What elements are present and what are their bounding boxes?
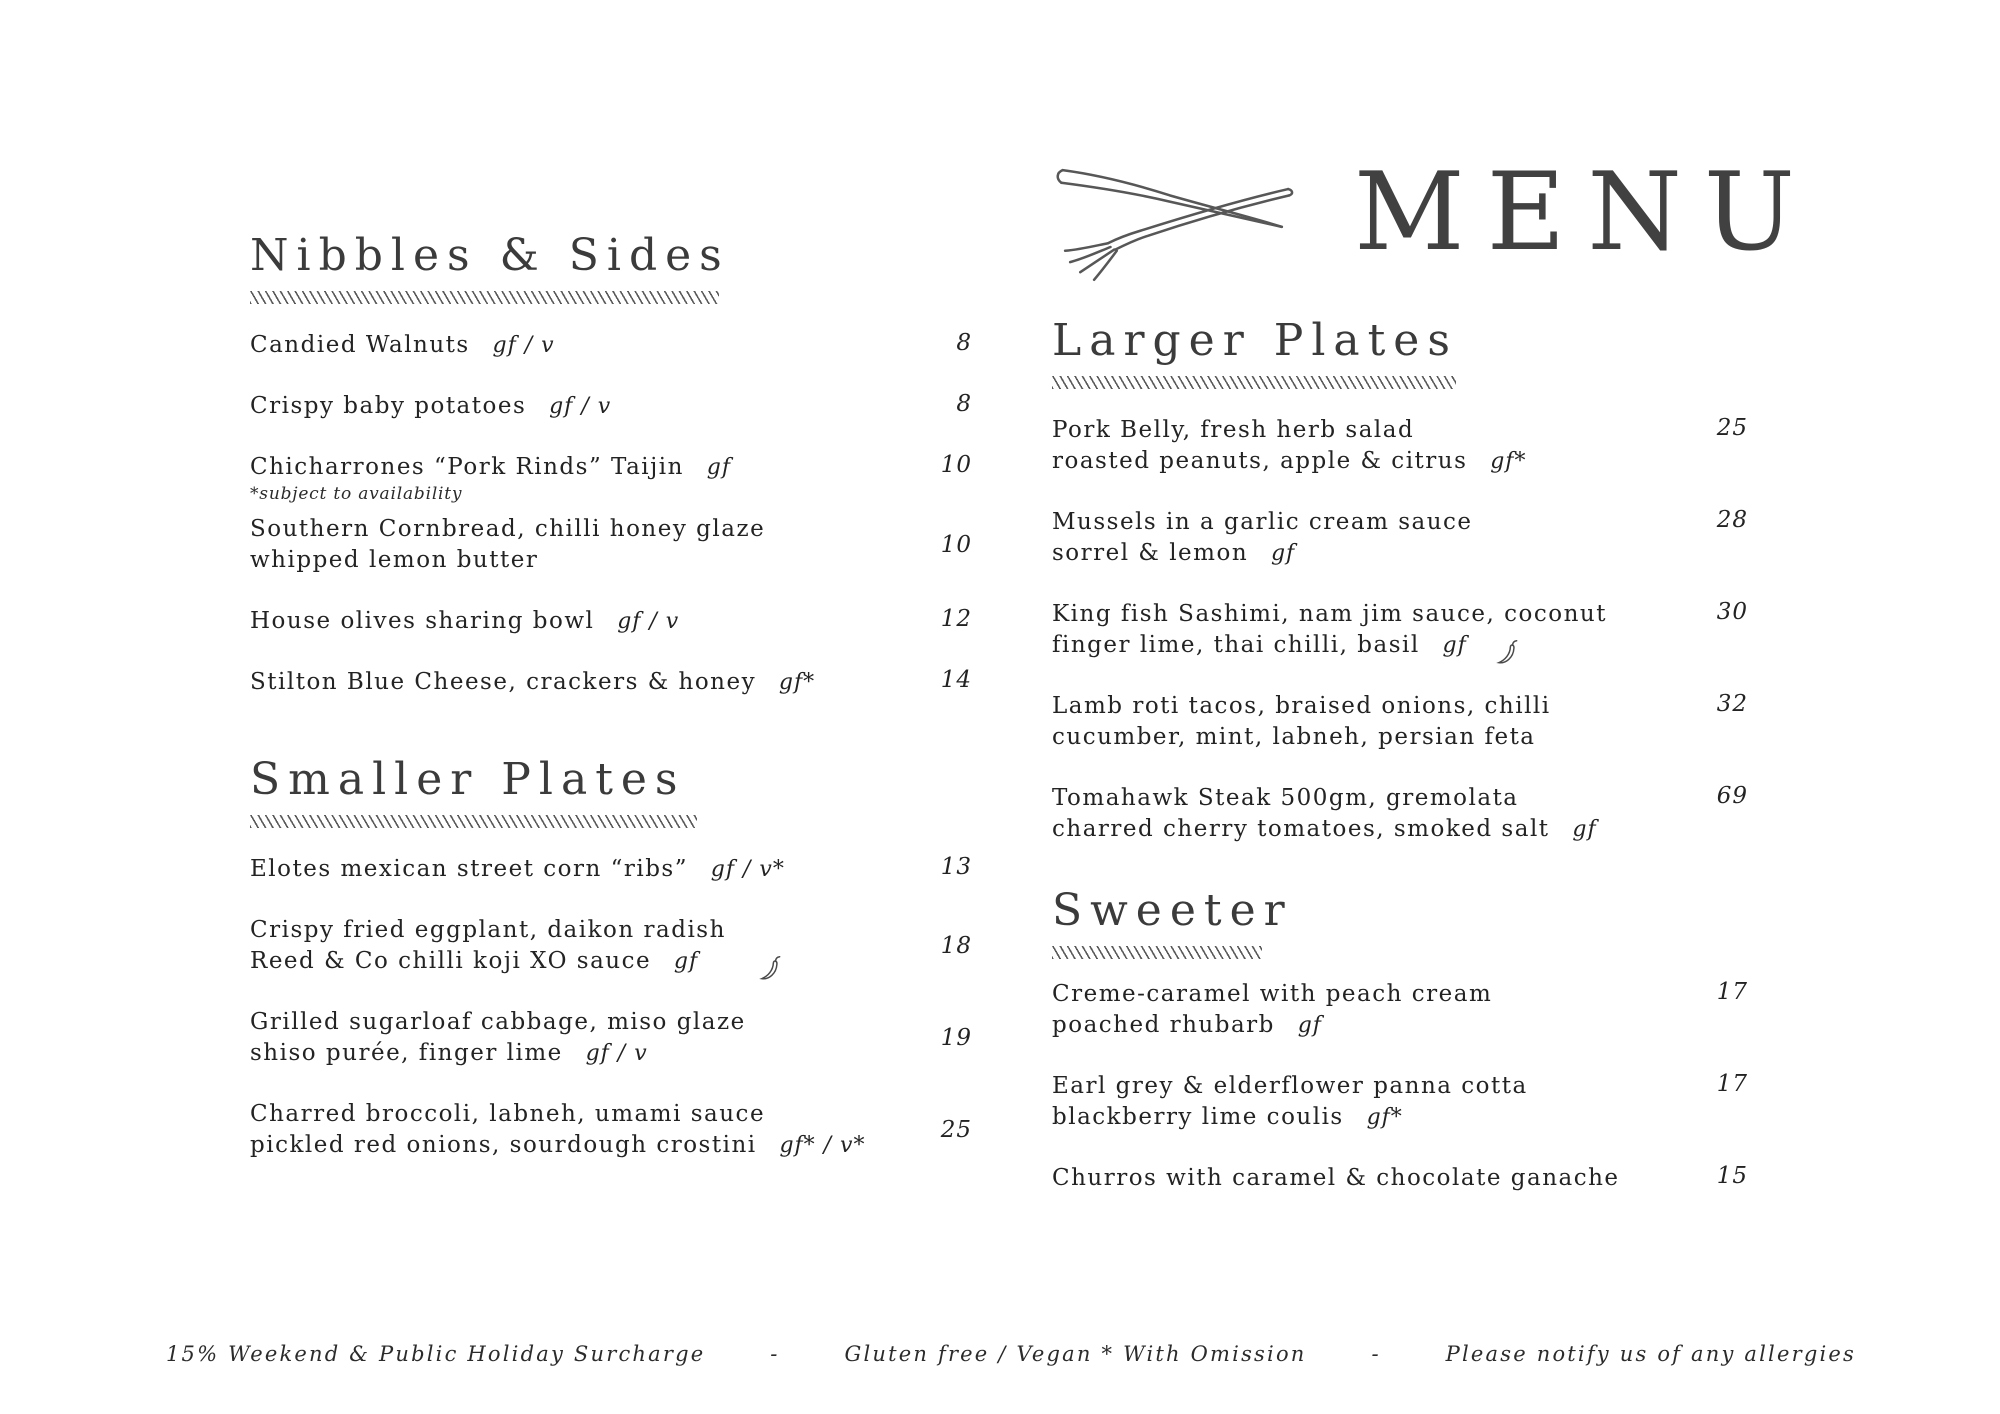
dietary-tags: gf* xyxy=(778,669,816,695)
item-name: Crispy baby potatoes xyxy=(250,392,527,419)
item-name-line2: roasted peanuts, apple & citrus xyxy=(1052,447,1468,474)
item-price: 25 xyxy=(940,1116,972,1143)
menu-item xyxy=(250,1099,972,1161)
item-name-line2: pickled red onions, sourdough crostini xyxy=(250,1131,757,1158)
section-title: Smaller Plates xyxy=(250,753,686,805)
item-name-line2: charred cherry tomatoes, smoked salt xyxy=(1052,815,1550,842)
item-price: 10 xyxy=(940,451,972,478)
item-price: 15 xyxy=(1716,1162,1748,1189)
item-list xyxy=(250,854,972,1161)
item-price: 17 xyxy=(1716,1070,1748,1097)
item-name-line2: sorrel & lemon xyxy=(1052,539,1249,566)
menu-item xyxy=(1052,1163,1748,1194)
menu-item xyxy=(1052,783,1748,845)
chilli-icon xyxy=(753,952,787,986)
dietary-tags: gf* / v* xyxy=(779,1132,866,1158)
section-title: Sweeter xyxy=(1052,884,1293,936)
surcharge-note: 15% Weekend & Public Holiday Surcharge xyxy=(166,1342,706,1366)
dietary-tags: gf* xyxy=(1490,448,1527,474)
dietary-tags: gf / v xyxy=(585,1040,648,1066)
dietary-tags: gf xyxy=(706,454,731,480)
item-name: Charred broccoli, labneh, umami sauce xyxy=(250,1100,766,1127)
page-title: MENU xyxy=(1354,150,1817,275)
item-name-line2: Reed & Co chilli koji XO sauce xyxy=(250,947,652,974)
item-price: 13 xyxy=(940,853,972,880)
item-price: 12 xyxy=(940,605,972,632)
item-name: Southern Cornbread, chilli honey glaze xyxy=(250,515,766,542)
menu-item xyxy=(250,452,972,505)
item-price: 8 xyxy=(956,390,972,417)
squiggle-divider xyxy=(250,815,697,828)
item-name-line2: finger lime, thai chilli, basil xyxy=(1052,631,1420,658)
item-list xyxy=(1052,979,1748,1194)
dietary-tags: gf xyxy=(1297,1012,1322,1038)
availability-note: *subject to availability xyxy=(250,483,463,504)
dietary-tags: gf xyxy=(1572,816,1597,842)
menu-item xyxy=(1052,691,1748,753)
dietary-tags: gf* xyxy=(1366,1104,1403,1130)
item-price: 32 xyxy=(1716,690,1748,717)
item-name: Tomahawk Steak 500gm, gremolata xyxy=(1052,784,1519,811)
footer-separator: - xyxy=(770,1342,780,1366)
squiggle-divider xyxy=(1052,946,1262,959)
item-name: Grilled sugarloaf cabbage, miso glaze xyxy=(250,1008,746,1035)
crossed-knife-fork-icon xyxy=(1050,150,1302,276)
item-name: Chicharrones “Pork Rinds” Taijin xyxy=(250,453,684,480)
item-price: 10 xyxy=(940,531,972,558)
item-price: 14 xyxy=(940,666,972,693)
item-name-line2: whipped lemon butter xyxy=(250,546,539,573)
squiggle-divider xyxy=(250,291,719,304)
dietary-tags: gf xyxy=(673,948,699,974)
item-price: 8 xyxy=(956,329,972,356)
dietary-tags: gf / v xyxy=(549,393,612,419)
menu-item xyxy=(250,514,972,576)
section-title: Larger Plates xyxy=(1052,315,1458,366)
item-price: 17 xyxy=(1716,978,1748,1005)
item-list xyxy=(250,330,972,698)
menu-item xyxy=(1052,979,1748,1041)
item-price: 19 xyxy=(940,1024,972,1051)
item-price: 28 xyxy=(1716,506,1748,533)
menu-item xyxy=(250,854,972,885)
dietary-tags: gf xyxy=(1270,540,1296,566)
item-name: Elotes mexican street corn “ribs” xyxy=(250,855,688,882)
menu-item xyxy=(250,330,972,361)
section-title: Nibbles & Sides xyxy=(250,230,730,281)
chilli-icon xyxy=(1490,636,1524,670)
item-name: Churros with caramel & chocolate ganache xyxy=(1052,1164,1620,1191)
item-name: Pork Belly, fresh herb salad xyxy=(1052,416,1415,443)
item-name: King fish Sashimi, nam jim sauce, coconut xyxy=(1052,600,1607,627)
dietary-tags: gf / v xyxy=(617,608,680,634)
brand-header xyxy=(1050,150,1817,276)
right-column xyxy=(1052,315,1748,1224)
item-name: House olives sharing bowl xyxy=(250,607,595,634)
item-price: 18 xyxy=(940,932,972,959)
section-sweeter xyxy=(1052,885,1748,1194)
footer-notes xyxy=(166,1342,1856,1366)
menu-item xyxy=(1052,507,1748,569)
menu-item xyxy=(1052,415,1748,477)
item-name: Earl grey & elderflower panna cotta xyxy=(1052,1072,1528,1099)
item-name: Crispy fried eggplant, daikon radish xyxy=(250,916,726,943)
dietary-note: Gluten free / Vegan * With Omission xyxy=(844,1342,1307,1366)
dietary-tags: gf / v xyxy=(492,332,555,358)
item-list xyxy=(1052,415,1748,845)
item-name-line2: blackberry lime coulis xyxy=(1052,1103,1344,1130)
item-name: Candied Walnuts xyxy=(250,331,470,358)
item-name: Mussels in a garlic cream sauce xyxy=(1052,508,1473,535)
footer-separator: - xyxy=(1371,1342,1381,1366)
left-column xyxy=(250,230,972,1191)
item-price: 30 xyxy=(1716,598,1748,625)
menu-item xyxy=(1052,599,1748,661)
item-name: Creme-caramel with peach cream xyxy=(1052,980,1493,1007)
menu-item xyxy=(250,1007,972,1069)
menu-item xyxy=(250,667,972,698)
section-smaller-plates xyxy=(250,754,972,1161)
item-name: Lamb roti tacos, braised onions, chilli xyxy=(1052,692,1551,719)
dietary-tags: gf / v* xyxy=(710,856,785,882)
section-larger-plates xyxy=(1052,315,1748,845)
dietary-tags: gf xyxy=(1442,632,1467,658)
item-name-line2: poached rhubarb xyxy=(1052,1011,1275,1038)
section-nibbles-and-sides xyxy=(250,230,972,698)
item-name: Stilton Blue Cheese, crackers & honey xyxy=(250,668,757,695)
menu-item xyxy=(1052,1071,1748,1133)
menu-item xyxy=(250,915,972,977)
item-name-line2: cucumber, mint, labneh, persian feta xyxy=(1052,723,1536,750)
item-name-line2: shiso purée, finger lime xyxy=(250,1039,563,1066)
menu-item xyxy=(250,391,972,422)
allergy-note: Please notify us of any allergies xyxy=(1445,1342,1856,1366)
item-price: 69 xyxy=(1716,782,1748,809)
menu-item xyxy=(250,606,972,637)
squiggle-divider xyxy=(1052,376,1456,389)
item-price: 25 xyxy=(1716,414,1748,441)
